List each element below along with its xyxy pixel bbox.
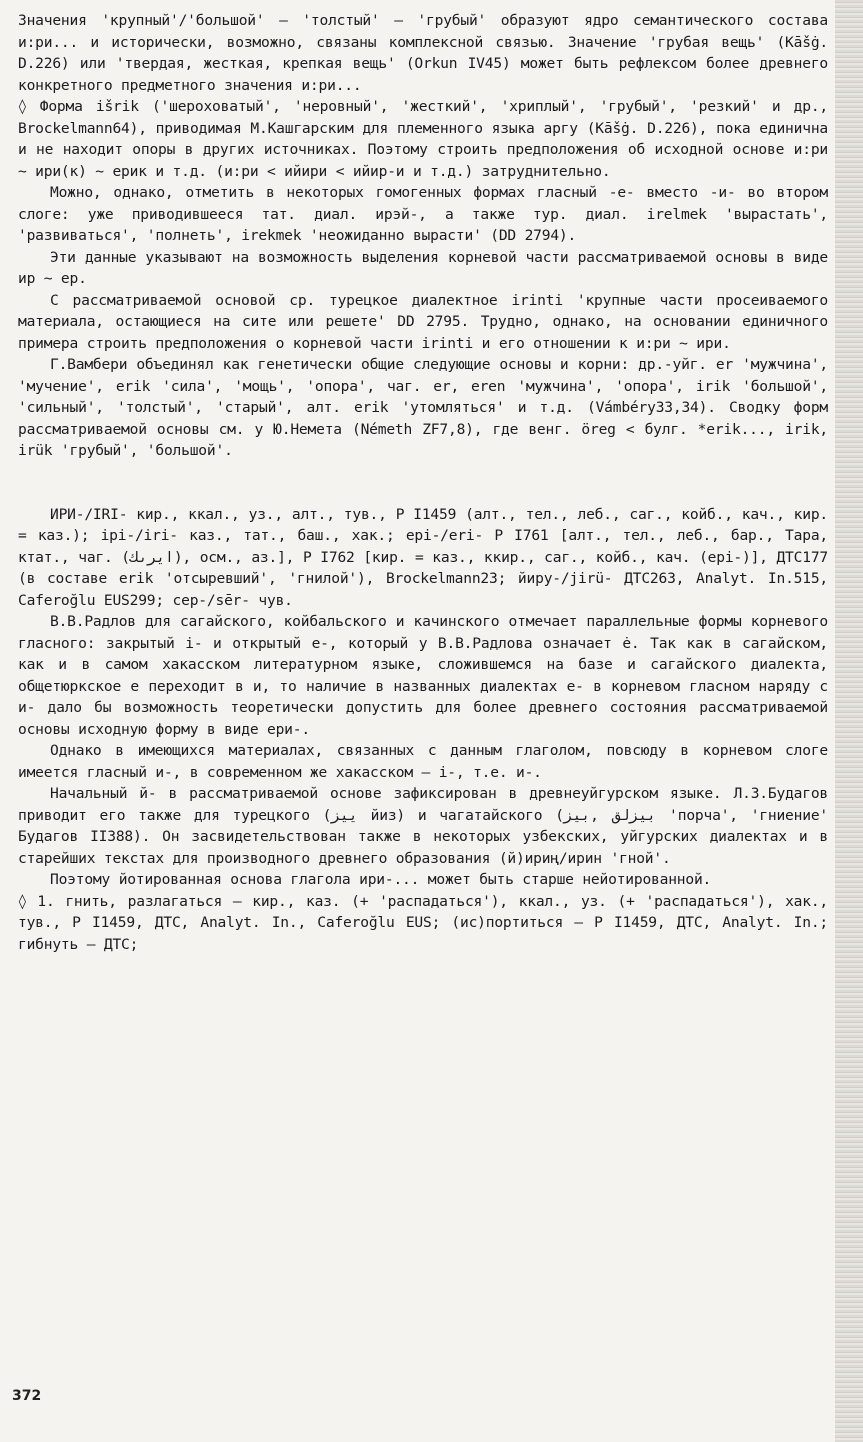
page-number: 372 [12,1388,42,1404]
paragraph-1: Значения 'крупный'/'большой' – 'толстый' – 'грубый' образуют ядро семантического состава и:ри... и исторически, возможно, связаны комплексной связью. Значение 'грубая вещь' (Kāšġ. D.226) или 'твердая, жесткая, крепкая вещь' (Orkun IV45) может быть рефлексом более древнего конкретного предметного значения и:ри... [18,12,828,94]
paragraph-9: Однако в имеющихся материалах, связанных с данным глаголом, повсюду в корневом слоге имеется гласный и-, в современном же хакасском – і-, т.е. и-. [18,742,828,781]
paragraph-2: ◊ Форма išrik ('шероховатый', 'неровный', 'жесткий', 'хриплый', 'грубый', 'резкий' и др., Brockelmann64), приводимая М.Кашгарским для племенного языка аргу (Kāšġ. D.226), пока единична и не находит опоры в других источниках. Поэтому строить предположения об исходной основе и:ри ~ ири(к) ~ ерик и т.д. (и:ри < ийири < ийир-и и т.д.) затруднительно. [18,98,828,180]
paragraph-4: Эти данные указывают на возможность выделения корневой части рассматриваемой основы в виде ир ~ ер. [18,248,828,287]
scan-edge-shadow [835,0,863,1442]
paragraph-12: ◊ 1. гнить, разлагаться – кир., каз. (+ 'распадаться'), ккал., уз. (+ 'распадаться'), хак., тув., Р I1459, ДТС, Analyt. In., Caferoğlu EUS; (ис)портиться – Р I1459, ДТС, Analyt. In.; гибнуть – ДТС; [18,892,828,953]
paragraph-10: Начальный й- в рассматриваемой основе зафиксирован в древнеуйгурском языке. Л.З.Будагов приводит его также для турецкого (ييز йиз) и чагатайского (بيزلق ,بيز 'порча', 'гниение' Будагов II388). Он засвидетельствован также в некоторых узбекских, уйгурских диалектах и в старейших текстах для производного древнего образования (й)ириң/ирин 'гной'. [18,785,828,867]
entry-heading-paragraph: ИРИ-/IRI- кир., ккал., уз., алт., тув., Р I1459 (алт., тел., леб., саг., койб., кач., кир. = каз.); ірі-/iri- каз., тат., баш., хак.; ері-/eri- Р I761 [алт., тел., леб., бар., Тара, ктат., чаг. (ايرىك), осм., аз.], Р I762 [кир. = каз., ккир., саг., койб., кач. (ері-)], ДТС177 (в составе erik 'отсыревший', 'гнилой'), Brockelmann23; йиру-/jirü- ДТС263, Analyt. In.515, Caferoğlu EUS299; сер-/sēr- чув. [18,505,828,609]
paragraph-5: С рассматриваемой основой ср. турецкое диалектное irinti 'крупные части просеиваемого материала, остающиеся на сите или решете' DD 2795. Трудно, однако, на основании единичного примера строить предположения о корневой части irinti и его отношении к и:ри ~ ири. [18,291,828,352]
section-gap [18,462,828,504]
paragraph-6: Г.Вамбери объединял как генетически общие следующие основы и корни: др.-уйг. er 'мужчина', 'мучение', erik 'сила', 'мощь', 'опора', чаг. er, eren 'мужчина', 'опора', irik 'большой', 'сильный', 'толстый', 'старый', алт. erik 'утомляться' и т.д. (Vámbéry33,34). Сводку форм рассматриваемой основы см. у Ю.Немета (Németh ZF7,8), где венг. öreg < булг. *erik..., irik, irük 'грубый', 'большой'. [18,356,828,459]
paragraph-11: Поэтому йотированная основа глагола ири-... может быть старше нейотированной. [50,871,712,888]
paragraph-3: Можно, однако, отметить в некоторых гомогенных формах гласный -е- вместо -и- во втором слоге: уже приводившееся тат. диал. ирэй-, а также тур. диал. irelmek 'вырастать', 'развиваться', 'полнеть', irekmek 'неожиданно вырасти' (DD 2794). [18,184,828,244]
document-page [18,10,828,955]
paragraph-8: В.В.Радлов для сагайского, койбальского и качинского отмечает параллельные формы корневого гласного: закрытый і- и открытый е-, который у В.В.Радлова означает ė. Так как в сагайском, как и в самом хакасском литературном языке, сложившемся на базе и сагайского диалекта, общетюркское е переходит в и, то наличие в названных диалектах е- в корневом гласном наряду с и- дало бы возможность теоретически допустить для более древнего состояния рассматриваемой основы исходную форму в виде ери-. [18,613,828,738]
